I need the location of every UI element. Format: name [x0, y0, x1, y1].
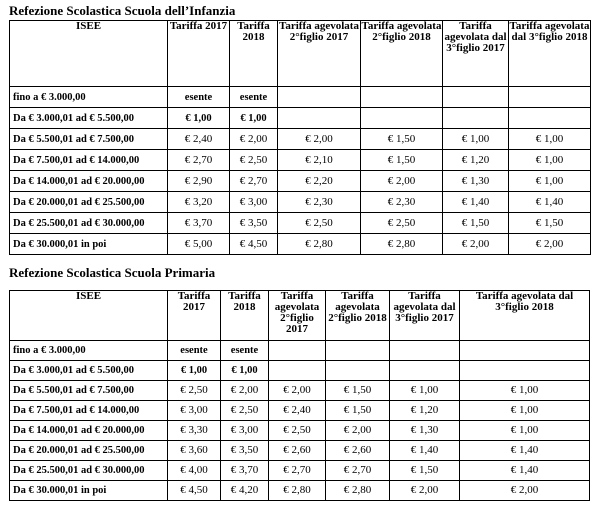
isee-range-label: Da € 5.500,01 ad € 7.500,00 — [10, 381, 168, 401]
fee-cell: € 2,00 — [443, 234, 509, 255]
fee-cell: € 2,80 — [326, 481, 390, 501]
fee-cell: € 3,60 — [168, 441, 221, 461]
isee-range-label: Da € 7.500,01 ad € 14.000,00 — [10, 401, 168, 421]
fee-cell: € 1,50 — [509, 213, 591, 234]
fee-cell: € 2,50 — [269, 421, 326, 441]
fee-cell — [361, 108, 443, 129]
table-row — [10, 481, 590, 501]
fee-cell: € 2,80 — [278, 234, 361, 255]
fee-cell: € 2,70 — [168, 150, 230, 171]
fee-cell: € 2,00 — [269, 381, 326, 401]
fee-cell — [390, 341, 460, 361]
header-row — [10, 21, 591, 87]
fee-cell: € 2,50 — [168, 381, 221, 401]
table-row — [10, 421, 590, 441]
isee-range-label: Da € 20.000,01 ad € 25.500,00 — [10, 192, 168, 213]
fee-cell — [326, 341, 390, 361]
isee-range-label: Da € 5.500,01 ad € 7.500,00 — [10, 129, 168, 150]
fee-cell: esente — [221, 341, 269, 361]
fee-cell — [278, 87, 361, 108]
table-row — [10, 192, 591, 213]
fee-cell: € 1,50 — [443, 213, 509, 234]
fee-cell: € 1,00 — [168, 361, 221, 381]
fee-cell: € 2,30 — [278, 192, 361, 213]
column-header: Tariffa 2017 — [168, 291, 221, 341]
fee-cell: € 2,70 — [230, 171, 278, 192]
fee-cell: € 3,00 — [221, 421, 269, 441]
fee-cell: € 3,70 — [168, 213, 230, 234]
fee-cell: esente — [230, 87, 278, 108]
fee-cell: € 2,80 — [269, 481, 326, 501]
isee-range-label: Da € 25.500,01 ad € 30.000,00 — [10, 213, 168, 234]
column-header: Tariffa agevolata dal 3°figlio 2017 — [443, 21, 509, 87]
column-header: Tariffa 2017 — [168, 21, 230, 87]
fee-cell: € 2,00 — [390, 481, 460, 501]
column-header: Tariffa agevolata 2°figlio 2017 — [278, 21, 361, 87]
isee-range-label: fino a € 3.000,00 — [10, 341, 168, 361]
fee-table-primaria — [9, 290, 590, 501]
fee-cell: € 3,20 — [168, 192, 230, 213]
table-row — [10, 341, 590, 361]
fee-cell — [509, 108, 591, 129]
column-header-isee: ISEE — [10, 21, 168, 87]
table-row — [10, 461, 590, 481]
fee-cell: € 1,40 — [460, 441, 590, 461]
table-row — [10, 150, 591, 171]
fee-cell — [269, 361, 326, 381]
fee-cell: € 2,50 — [221, 401, 269, 421]
fee-cell: € 2,60 — [326, 441, 390, 461]
fee-cell: € 3,30 — [168, 421, 221, 441]
fee-cell: € 2,40 — [269, 401, 326, 421]
fee-cell: € 1,40 — [509, 192, 591, 213]
column-header: Tariffa agevolata 2°figlio 2018 — [361, 21, 443, 87]
fee-cell — [460, 341, 590, 361]
column-header: Tariffa agevolata dal 3°figlio 2017 — [390, 291, 460, 341]
column-header: Tariffa agevolata dal 3°figlio 2018 — [509, 21, 591, 87]
isee-range-label: Da € 7.500,01 ad € 14.000,00 — [10, 150, 168, 171]
isee-range-label: fino a € 3.000,00 — [10, 87, 168, 108]
fee-cell: € 4,50 — [168, 481, 221, 501]
fee-cell: € 2,90 — [168, 171, 230, 192]
fee-cell: € 2,00 — [221, 381, 269, 401]
fee-cell: € 1,00 — [509, 150, 591, 171]
column-header: Tariffa agevolata 2°figlio 2018 — [326, 291, 390, 341]
fee-cell: € 3,00 — [230, 192, 278, 213]
fee-cell: esente — [168, 341, 221, 361]
column-header: Tariffa agevolata 2°figlio 2017 — [269, 291, 326, 341]
fee-cell: € 2,30 — [361, 192, 443, 213]
fee-cell: € 3,50 — [230, 213, 278, 234]
fee-cell: € 2,00 — [460, 481, 590, 501]
column-header: Tariffa 2018 — [221, 291, 269, 341]
fee-cell: € 1,20 — [390, 401, 460, 421]
table-row — [10, 361, 590, 381]
fee-cell — [269, 341, 326, 361]
fee-cell: € 2,40 — [168, 129, 230, 150]
fee-cell: € 2,50 — [361, 213, 443, 234]
fee-cell: € 1,00 — [509, 171, 591, 192]
fee-cell: € 2,00 — [509, 234, 591, 255]
fee-table-infanzia — [9, 20, 591, 255]
isee-range-label: Da € 25.500,01 ad € 30.000,00 — [10, 461, 168, 481]
fee-cell: € 1,50 — [326, 401, 390, 421]
table-row — [10, 87, 591, 108]
fee-cell: € 1,40 — [443, 192, 509, 213]
fee-cell: € 2,70 — [269, 461, 326, 481]
isee-range-label: Da € 20.000,01 ad € 25.500,00 — [10, 441, 168, 461]
fee-cell: € 1,00 — [509, 129, 591, 150]
fee-cell — [326, 361, 390, 381]
isee-range-label: Da € 14.000,01 ad € 20.000,00 — [10, 171, 168, 192]
fee-cell: € 2,20 — [278, 171, 361, 192]
table-row — [10, 381, 590, 401]
fee-cell: € 1,00 — [460, 421, 590, 441]
table-row — [10, 234, 591, 255]
fee-cell: € 1,50 — [326, 381, 390, 401]
fee-cell: € 2,00 — [326, 421, 390, 441]
fee-cell — [278, 108, 361, 129]
fee-cell: € 1,50 — [361, 129, 443, 150]
table-row — [10, 108, 591, 129]
fee-cell: € 2,80 — [361, 234, 443, 255]
isee-range-label: Da € 3.000,01 ad € 5.500,00 — [10, 361, 168, 381]
fee-cell: esente — [168, 87, 230, 108]
fee-cell: € 1,40 — [460, 461, 590, 481]
fee-cell: € 1,00 — [460, 401, 590, 421]
table-row — [10, 401, 590, 421]
fee-cell: € 1,30 — [390, 421, 460, 441]
column-header: Tariffa agevolata dal 3°figlio 2018 — [460, 291, 590, 341]
fee-cell — [390, 361, 460, 381]
fee-cell: € 3,70 — [221, 461, 269, 481]
fee-cell: € 1,00 — [221, 361, 269, 381]
isee-range-label: Da € 30.000,01 in poi — [10, 481, 168, 501]
section-title-primaria: Refezione Scolastica Scuola Primaria — [9, 265, 216, 280]
fee-cell: € 1,40 — [390, 441, 460, 461]
fee-cell: € 5,00 — [168, 234, 230, 255]
fee-cell: € 1,50 — [390, 461, 460, 481]
fee-cell: € 2,70 — [326, 461, 390, 481]
fee-cell: € 1,50 — [361, 150, 443, 171]
fee-cell: € 3,00 — [168, 401, 221, 421]
fee-cell: € 1,00 — [168, 108, 230, 129]
isee-range-label: Da € 3.000,01 ad € 5.500,00 — [10, 108, 168, 129]
isee-range-label: Da € 30.000,01 in poi — [10, 234, 168, 255]
fee-cell: € 2,60 — [269, 441, 326, 461]
column-header-isee: ISEE — [10, 291, 168, 341]
fee-cell — [460, 361, 590, 381]
header-row — [10, 291, 590, 341]
isee-range-label: Da € 14.000,01 ad € 20.000,00 — [10, 421, 168, 441]
fee-cell — [443, 87, 509, 108]
fee-cell: € 1,00 — [443, 129, 509, 150]
table-row — [10, 171, 591, 192]
fee-cell: € 1,20 — [443, 150, 509, 171]
table-row — [10, 213, 591, 234]
fee-cell: € 3,50 — [221, 441, 269, 461]
fee-cell: € 2,00 — [278, 129, 361, 150]
fee-cell — [443, 108, 509, 129]
fee-cell: € 1,00 — [390, 381, 460, 401]
fee-cell: € 4,00 — [168, 461, 221, 481]
section-title-infanzia: Refezione Scolastica Scuola dell’Infanzia — [9, 3, 236, 18]
fee-cell: € 2,00 — [361, 171, 443, 192]
fee-cell: € 1,30 — [443, 171, 509, 192]
fee-cell: € 1,00 — [460, 381, 590, 401]
table-row — [10, 441, 590, 461]
fee-cell: € 4,50 — [230, 234, 278, 255]
fee-cell: € 2,00 — [230, 129, 278, 150]
fee-cell: € 1,00 — [230, 108, 278, 129]
fee-cell — [361, 87, 443, 108]
fee-cell: € 2,10 — [278, 150, 361, 171]
fee-cell: € 2,50 — [278, 213, 361, 234]
fee-cell: € 4,20 — [221, 481, 269, 501]
fee-cell — [509, 87, 591, 108]
table-row — [10, 129, 591, 150]
fee-cell: € 2,50 — [230, 150, 278, 171]
column-header: Tariffa 2018 — [230, 21, 278, 87]
